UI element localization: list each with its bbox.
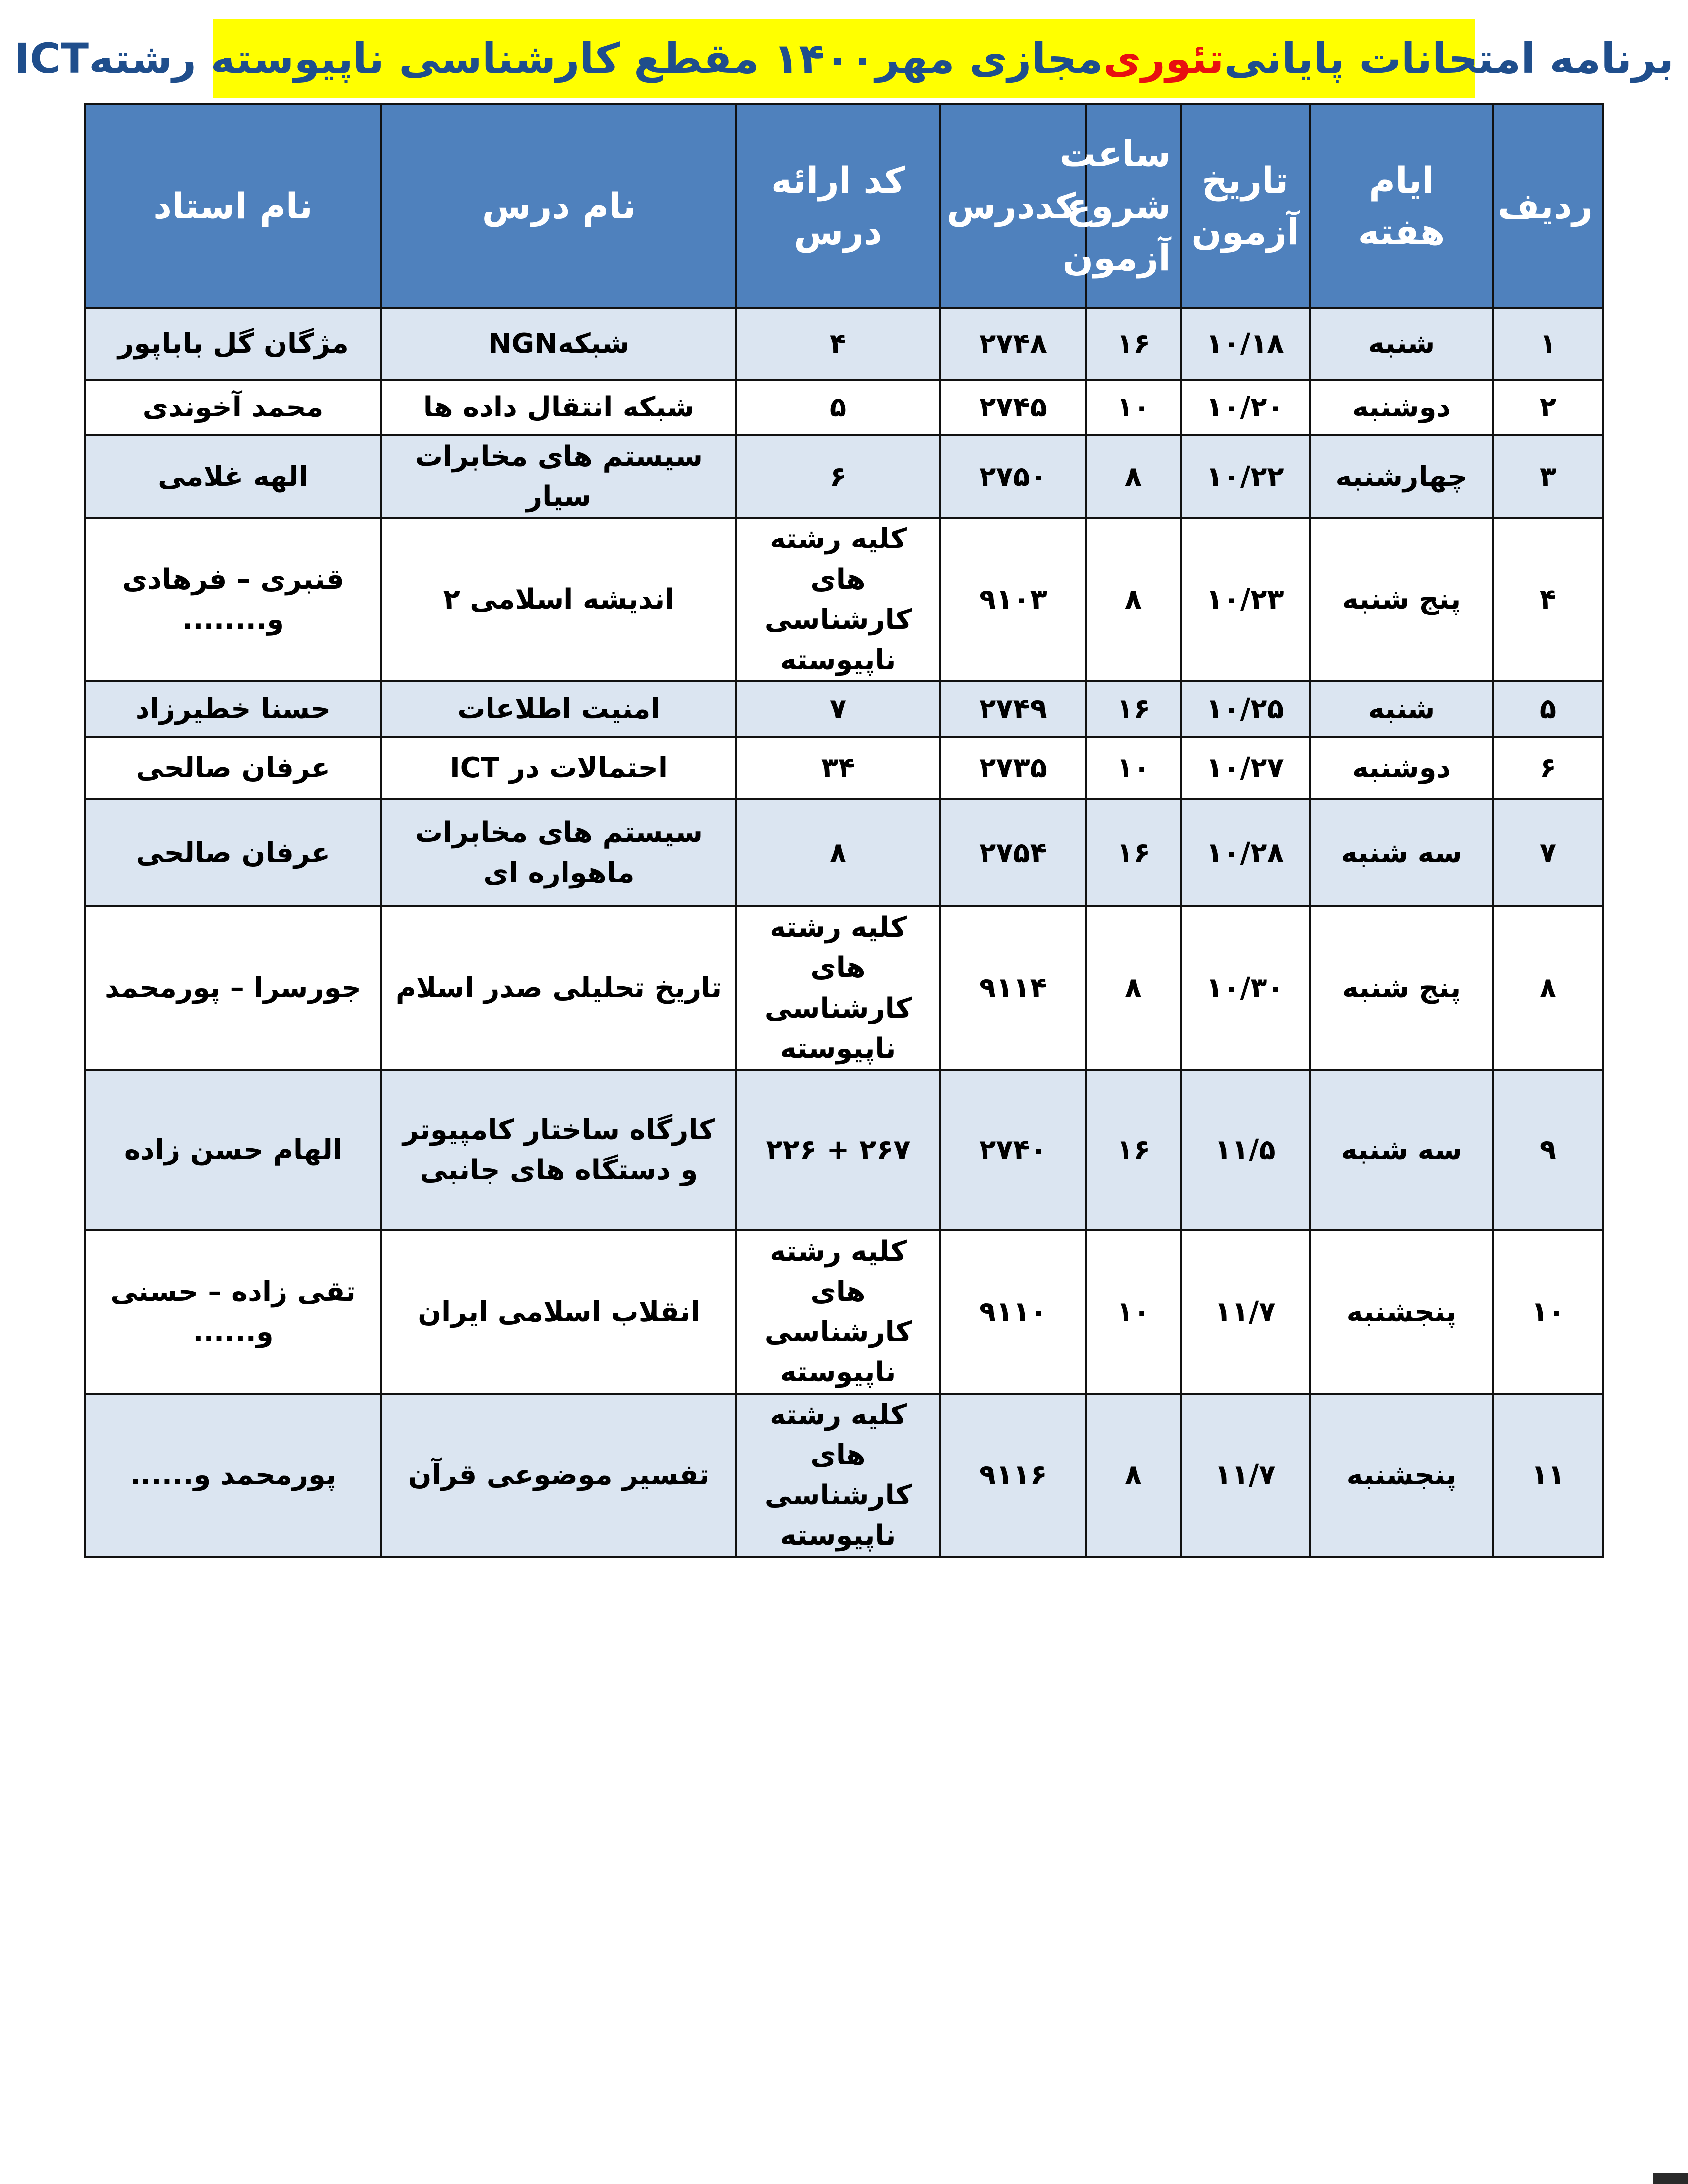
cell-offer-code: کلیه رشته های کارشناسی ناپیوسته xyxy=(736,1394,940,1557)
table-row xyxy=(85,1394,1603,1557)
cell-weekday: پنج شنبه xyxy=(1310,518,1493,681)
table-row xyxy=(85,737,1603,799)
cell-instructor: الهه غلامی xyxy=(85,435,381,518)
table-row xyxy=(85,799,1603,906)
cell-course-code: ۲۷۴۰ xyxy=(940,1070,1086,1230)
cell-weekday: پنجشنبه xyxy=(1310,1394,1493,1557)
cell-row-number: ۱۱ xyxy=(1493,1394,1603,1557)
cell-instructor: جورسرا – پورمحمد xyxy=(85,906,381,1070)
cell-course-name: تفسیر موضوعی قرآن xyxy=(381,1394,736,1557)
cell-row-number: ۳ xyxy=(1493,435,1603,518)
cell-start-time: ۱۶ xyxy=(1086,681,1181,737)
title-part-1: برنامه امتحانات پایانی xyxy=(1224,34,1674,83)
cell-row-number: ۹ xyxy=(1493,1070,1603,1230)
cell-start-time: ۱۶ xyxy=(1086,799,1181,906)
cell-course-name: اندیشه اسلامی ۲ xyxy=(381,518,736,681)
cell-offer-code: کلیه رشته های کارشناسی ناپیوسته xyxy=(736,1230,940,1394)
cell-course-name: تاریخ تحلیلی صدر اسلام xyxy=(381,906,736,1070)
cell-course-name: شبکهNGN xyxy=(381,308,736,380)
cell-course-code: ۲۷۴۹ xyxy=(940,681,1086,737)
title-part-3: مجازی مهر۱۴۰۰ مقطع کارشناسی ناپیوسته رشته xyxy=(89,34,1103,83)
cell-exam-date: ۱۰/۱۸ xyxy=(1181,308,1310,380)
cell-row-number: ۸ xyxy=(1493,906,1603,1070)
cell-instructor: عرفان صالحی xyxy=(85,799,381,906)
header-start-time: ساعت شروع آزمون xyxy=(1086,104,1181,308)
title-part-2: تئوری xyxy=(1103,34,1224,83)
cell-exam-date: ۱۰/۲۵ xyxy=(1181,681,1310,737)
cell-exam-date: ۱۰/۲۰ xyxy=(1181,380,1310,435)
cell-course-code: ۲۷۵۴ xyxy=(940,799,1086,906)
cell-row-number: ۴ xyxy=(1493,518,1603,681)
exam-schedule-table xyxy=(84,103,1604,1558)
cell-weekday: پنج شنبه xyxy=(1310,906,1493,1070)
cell-weekday: چهارشنبه xyxy=(1310,435,1493,518)
cell-start-time: ۱۰ xyxy=(1086,737,1181,799)
cell-offer-code: ۵ xyxy=(736,380,940,435)
cell-course-code: ۲۷۵۰ xyxy=(940,435,1086,518)
cell-course-code: ۲۷۴۸ xyxy=(940,308,1086,380)
header-exam-date: تاریخ آزمون xyxy=(1181,104,1310,308)
cell-row-number: ۷ xyxy=(1493,799,1603,906)
cell-exam-date: ۱۰/۲۸ xyxy=(1181,799,1310,906)
cell-course-name: سیستم های مخابرات ماهواره ای xyxy=(381,799,736,906)
cell-instructor: تقی زاده – حسنی و...... xyxy=(85,1230,381,1394)
cell-start-time: ۸ xyxy=(1086,518,1181,681)
cell-weekday: شنبه xyxy=(1310,308,1493,380)
cell-offer-code: ۶ xyxy=(736,435,940,518)
cell-weekday: دوشنبه xyxy=(1310,737,1493,799)
cell-offer-code: ۳۴ xyxy=(736,737,940,799)
cell-instructor: مژگان گل باباپور xyxy=(85,308,381,380)
cell-row-number: ۲ xyxy=(1493,380,1603,435)
table-row xyxy=(85,380,1603,435)
table-row xyxy=(85,1070,1603,1230)
cell-course-code: ۲۷۴۵ xyxy=(940,380,1086,435)
cell-start-time: ۱۶ xyxy=(1086,1070,1181,1230)
cell-weekday: پنجشنبه xyxy=(1310,1230,1493,1394)
cell-exam-date: ۱۱/۷ xyxy=(1181,1394,1310,1557)
cell-start-time: ۱۰ xyxy=(1086,380,1181,435)
header-row-number: ردیف xyxy=(1493,104,1603,308)
cell-weekday: دوشنبه xyxy=(1310,380,1493,435)
cell-course-code: ۹۱۰۳ xyxy=(940,518,1086,681)
cell-weekday: سه شنبه xyxy=(1310,1070,1493,1230)
cell-row-number: ۵ xyxy=(1493,681,1603,737)
cell-start-time: ۱۰ xyxy=(1086,1230,1181,1394)
cell-course-name: احتمالات در ICT xyxy=(381,737,736,799)
cell-offer-code: ۴ xyxy=(736,308,940,380)
cell-instructor: قنبری – فرهادی و........ xyxy=(85,518,381,681)
header-weekday: ایام هفته xyxy=(1310,104,1493,308)
cell-offer-code: کلیه رشته های کارشناسی ناپیوسته xyxy=(736,518,940,681)
cell-row-number: ۱۰ xyxy=(1493,1230,1603,1394)
cell-start-time: ۸ xyxy=(1086,1394,1181,1557)
header-row xyxy=(85,104,1603,308)
cell-start-time: ۱۶ xyxy=(1086,308,1181,380)
cell-offer-code: ۷ xyxy=(736,681,940,737)
cell-start-time: ۸ xyxy=(1086,435,1181,518)
table-row xyxy=(85,518,1603,681)
cell-weekday: سه شنبه xyxy=(1310,799,1493,906)
cell-exam-date: ۱۰/۲۷ xyxy=(1181,737,1310,799)
cell-exam-date: ۱۱/۵ xyxy=(1181,1070,1310,1230)
table-row xyxy=(85,308,1603,380)
cell-course-code: ۹۱۱۴ xyxy=(940,906,1086,1070)
cell-row-number: ۶ xyxy=(1493,737,1603,799)
cell-row-number: ۱ xyxy=(1493,308,1603,380)
footer-badge xyxy=(1653,2173,1688,2184)
cell-course-name: امنیت اطلاعات xyxy=(381,681,736,737)
header-offer-code: کد ارائه درس xyxy=(736,104,940,308)
title-part-4: ICT xyxy=(14,34,89,83)
table-row xyxy=(85,906,1603,1070)
header-course-name: نام درس xyxy=(381,104,736,308)
cell-offer-code: ۲۶۷ + ۲۲۶ xyxy=(736,1070,940,1230)
cell-instructor: عرفان صالحی xyxy=(85,737,381,799)
cell-offer-code: ۸ xyxy=(736,799,940,906)
cell-course-name: کارگاه ساختار کامپیوتر و دستگاه های جانبی xyxy=(381,1070,736,1230)
cell-start-time: ۸ xyxy=(1086,906,1181,1070)
table-row xyxy=(85,435,1603,518)
page-title xyxy=(14,19,1674,98)
table-row xyxy=(85,1230,1603,1394)
cell-instructor: حسنا خطیرزاد xyxy=(85,681,381,737)
cell-course-name: سیستم های مخابرات سیار xyxy=(381,435,736,518)
cell-exam-date: ۱۰/۲۳ xyxy=(1181,518,1310,681)
cell-instructor: پورمحمد و...... xyxy=(85,1394,381,1557)
header-course-code: کددرس xyxy=(940,104,1086,308)
cell-exam-date: ۱۰/۲۲ xyxy=(1181,435,1310,518)
header-instructor: نام استاد xyxy=(85,104,381,308)
cell-course-code: ۹۱۱۶ xyxy=(940,1394,1086,1557)
cell-offer-code: کلیه رشته های کارشناسی ناپیوسته xyxy=(736,906,940,1070)
cell-course-name: شبکه انتقال داده ها xyxy=(381,380,736,435)
table-row xyxy=(85,681,1603,737)
cell-instructor: الهام حسن زاده xyxy=(85,1070,381,1230)
cell-instructor: محمد آخوندی xyxy=(85,380,381,435)
cell-course-code: ۹۱۱۰ xyxy=(940,1230,1086,1394)
cell-weekday: شنبه xyxy=(1310,681,1493,737)
cell-course-code: ۲۷۳۵ xyxy=(940,737,1086,799)
cell-course-name: انقلاب اسلامی ایران xyxy=(381,1230,736,1394)
cell-exam-date: ۱۱/۷ xyxy=(1181,1230,1310,1394)
cell-exam-date: ۱۰/۳۰ xyxy=(1181,906,1310,1070)
